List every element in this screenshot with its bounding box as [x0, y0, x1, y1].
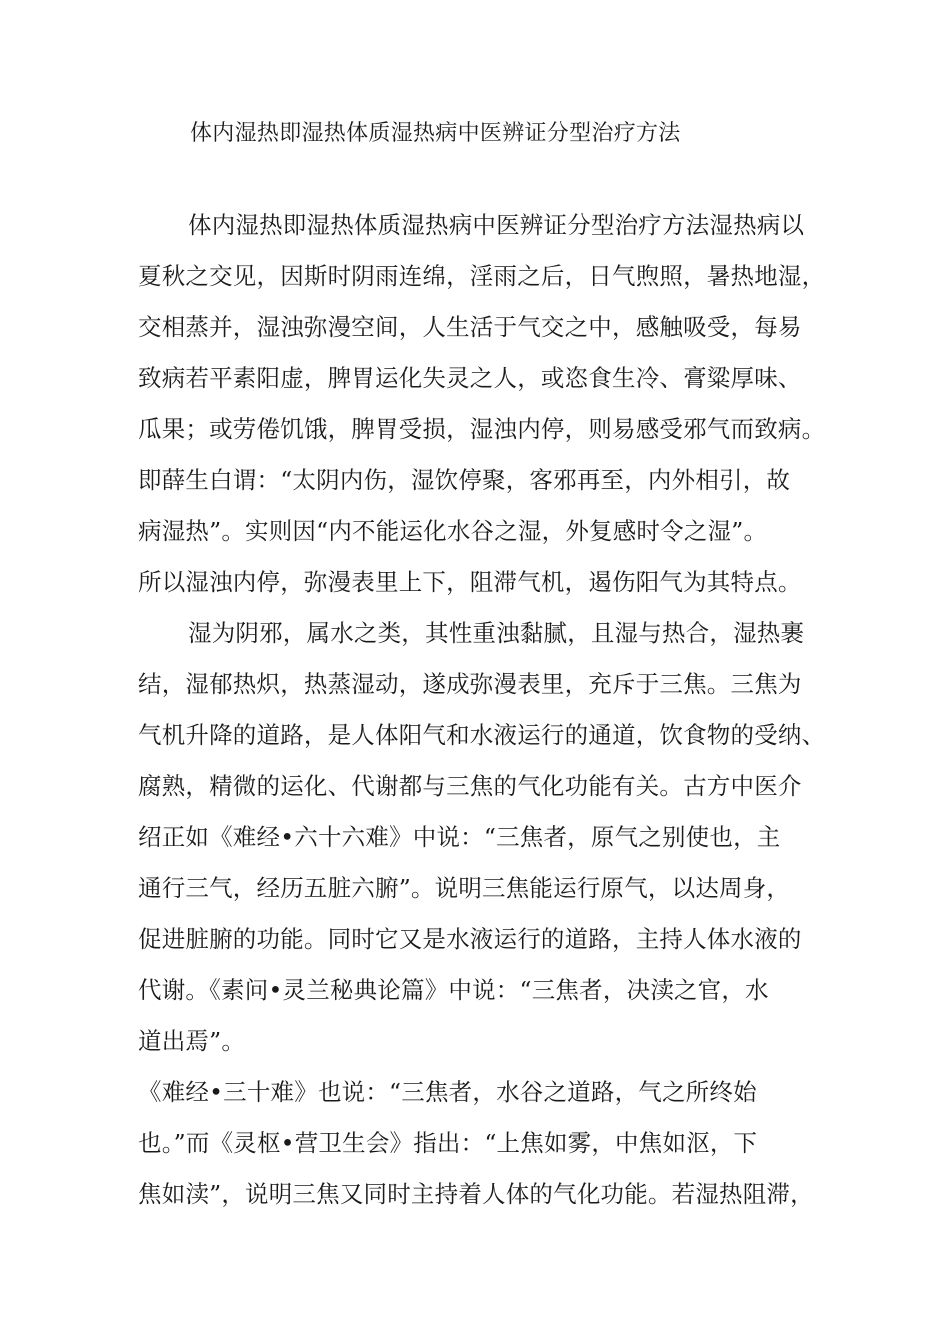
text-line: 绍正如《难经•六十六难》中说：“三焦者，原气之别使也，主	[138, 823, 781, 851]
text-line: 通行三气，经历五脏六腑”。说明三焦能运行原气，以达周身，	[138, 874, 791, 902]
text-line: 气机升降的道路，是人体阳气和水液运行的通道，饮食物的受纳、	[138, 721, 826, 749]
text-line: 道出焉”。	[138, 1027, 246, 1055]
text-line: 所以湿浊内停，弥漫表里上下，阻滞气机，遏伤阳气为其特点。	[138, 568, 802, 596]
text-line: 腐熟，精微的运化、代谢都与三焦的气化功能有关。古方中医介	[138, 772, 802, 800]
text-line: 也。”而《灵枢•营卫生会》指出：“上焦如雾，中焦如沤，下	[138, 1129, 758, 1157]
text-line: 即薛生白谓：“太阴内伤，湿饮停聚，客邪再至，内外相引，故	[138, 466, 791, 494]
text-line: 结，湿郁热炽，热蒸湿动，遂成弥漫表里，充斥于三焦。三焦为	[138, 670, 802, 698]
text-line: 促进脏腑的功能。同时它又是水液运行的道路，主持人体水液的	[138, 925, 802, 953]
text-line: 致病若平素阳虚，脾胃运化失灵之人，或恣食生冷、膏粱厚味、	[138, 364, 802, 392]
document-title: 体内湿热即湿热体质湿热病中医辨证分型治疗方法	[190, 121, 681, 146]
text-line: 代谢。《素问•灵兰秘典论篇》中说：“三焦者，决渎之官，水	[138, 976, 769, 1004]
text-line: 《难经•三十难》也说：“三焦者，水谷之道路，气之所终始	[138, 1078, 757, 1106]
text-line: 交相蒸并，湿浊弥漫空间，人生活于气交之中，感触吸受，每易	[138, 313, 802, 341]
text-line: 病湿热”。实则因“内不能运化水谷之湿，外复感时令之湿”。	[138, 517, 768, 545]
text-line: 夏秋之交见，因斯时阴雨连绵，淫雨之后，日气煦照，暑热地湿，	[138, 262, 826, 290]
text-line: 瓜果；或劳倦饥饿，脾胃受损，湿浊内停，则易感受邪气而致病。	[138, 415, 826, 443]
text-line: 焦如渎”，说明三焦又同时主持着人体的气化功能。若湿热阻滞，	[138, 1180, 814, 1208]
text-line: 湿为阴邪，属水之类，其性重浊黏腻，且湿与热合，湿热裹	[188, 619, 805, 647]
text-line: 体内湿热即湿热体质湿热病中医辨证分型治疗方法湿热病以	[188, 211, 805, 239]
